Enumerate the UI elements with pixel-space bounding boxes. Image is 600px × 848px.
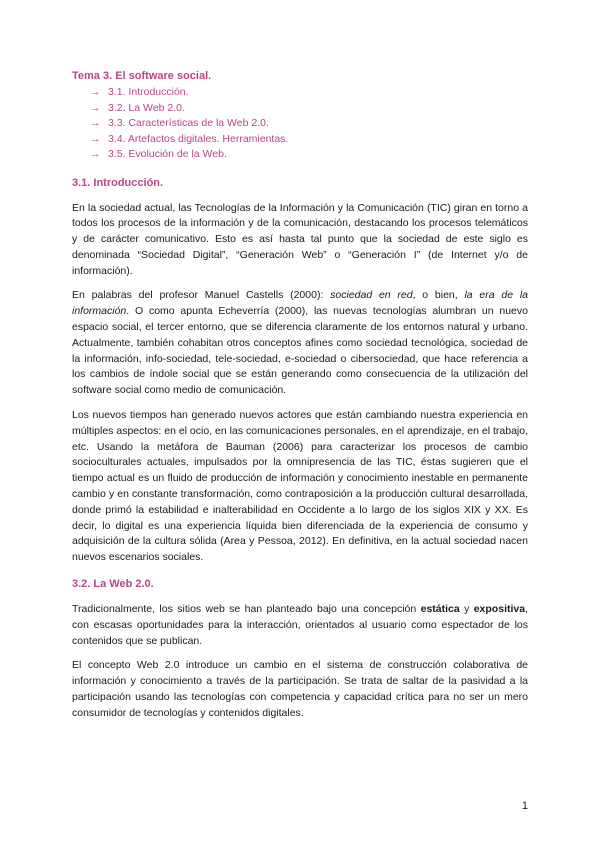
- toc-item[interactable]: [90, 132, 528, 148]
- toc-item[interactable]: [90, 116, 528, 132]
- emphasis-text: sociedad en red: [330, 289, 413, 302]
- toc-item-label: 3.1. Introducción.: [108, 86, 189, 98]
- toc-item-label: 3.5. Evolución de la Web.: [108, 148, 227, 160]
- toc-item-label: 3.2. La Web 2.0.: [108, 101, 185, 114]
- arrow-right-icon: →: [90, 86, 101, 98]
- toc-item[interactable]: [90, 101, 528, 117]
- bold-text: expositiva: [473, 603, 526, 616]
- section-heading-introduccion: 3.1. Introducción.: [72, 176, 164, 189]
- toc-item-label: 3.3. Características de la Web 2.0.: [108, 117, 269, 129]
- toc-item-label: 3.4. Artefactos digitales. Herramientas.: [108, 132, 289, 145]
- page-number: 1: [521, 800, 528, 812]
- paragraph: Los nuevos tiempos han generado nuevos actores que están cambiando nuestra experiencia en múltiples aspectos: en el ocio, en las comunicaciones personales, en el aprendizaje, en el trabajo, etc. Usando la metáfora de Bauman (2006) para caracterizar los procesos de cambio socioculturales actuales, impulsados por la omnipresencia de las TIC, éstas sugieren que el tiempo actual es un fluido de producción de información y conocimiento inestable en permanente cambio y en constante transformación, como contraposición a la producción cultural desarrollada, donde primó la estabilidad e inalterabilidad en Occidente a lo largo de los siglos XIX y XX. Es decir, lo digital es una experiencia líquida bien diferenciada de la experiencia de consumo y adquisición de la cultura sólida (Area y Pessoa, 2012). En definitiva, en la actual sociedad nacen nuevos escenarios sociales.: [72, 409, 528, 564]
- section-heading-web20: 3.2. La Web 2.0.: [72, 578, 154, 591]
- arrow-right-icon: →: [90, 117, 101, 129]
- arrow-right-icon: →: [90, 101, 101, 114]
- emphasis-text: la era de la información: [72, 289, 529, 318]
- paragraph: El concepto Web 2.0 introduce un cambio en el sistema de construcción colaborativa de información y conocimiento a través de la participación. Se trata de saltar de la pasividad a la participación usando las tecnologías con competencia y capacidad crítica para no ser un mero consumidor de tecnologías y contenidos digitales.: [72, 659, 528, 719]
- arrow-right-icon: →: [90, 132, 101, 145]
- paragraph: En palabras del profesor Manuel Castells (2000): sociedad en red, o bien, la era de la información. O como apunta Echeverría (2000), las nuevas tecnologías alumbran un nuevo espacio social, el tercer entorno, que se diferencia claramente de los entornos natural y urbano. Actualmente, también cohabitan otros conceptos afines como sociedad tecnológica, sociedad de la información, info-sociedad, tele-sociedad, e-sociedad o cibersociedad, que hace referencia a los cambios de índole social que se están generando como consecuencia de la utilización del software social como medio de comunicación.: [72, 289, 529, 397]
- bold-text: estática: [420, 603, 460, 616]
- arrow-right-icon: →: [90, 148, 101, 160]
- document-page: [72, 70, 528, 731]
- document-title: Tema 3. El software social.: [72, 70, 212, 82]
- toc-item[interactable]: [90, 147, 528, 163]
- toc-item[interactable]: [90, 85, 528, 101]
- paragraph: Tradicionalmente, los sitios web se han planteado bajo una concepción estática y expositiva, con escasas oportunidades para la interacción, orientados al usuario como espectador de los contenidos que se publican.: [72, 603, 528, 647]
- paragraph: En la sociedad actual, las Tecnologías de la Información y la Comunicación (TIC) giran en torno a todos los procesos de la información y de la comunicación, destacando los procesos telemáticos y de carácter comunicativo. Esto es así hasta tal punto que la sociedad de este siglo es denominada “Sociedad Digital”, “Generación Web” o “Generación I” (de Internet y/o de información).: [72, 201, 528, 277]
- table-of-contents: [72, 85, 528, 163]
